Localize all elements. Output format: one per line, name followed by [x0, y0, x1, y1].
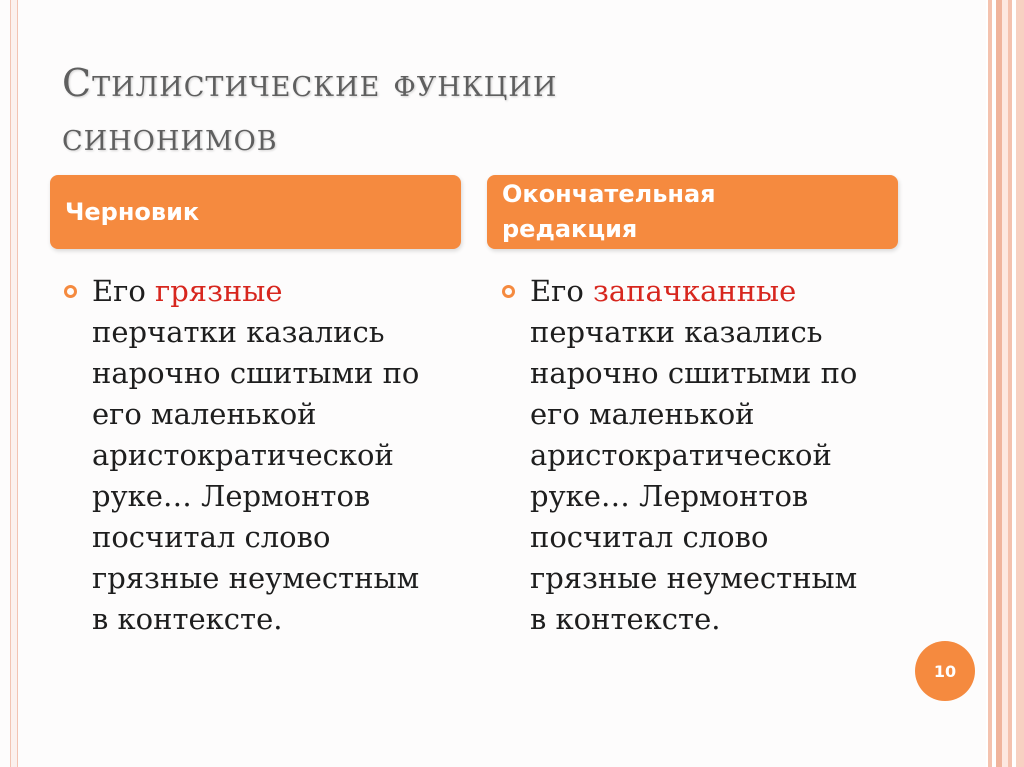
bullet-icon: [64, 285, 77, 298]
column-header-draft-label: Черновик: [65, 197, 200, 226]
bullet-icon: [502, 285, 515, 298]
highlight-word: запачканные: [593, 274, 797, 308]
right-stripes-decoration: [986, 0, 1024, 767]
slide-title: Стилистические функции синонимов: [62, 61, 558, 159]
body-rest: перчатки казались нарочно сшитыми по его маленькой аристократической руке… Лермонтов посчитал слово грязные неуместным в контексте.: [92, 315, 420, 636]
left-frame-decoration: [10, 0, 18, 767]
column-final-text: [530, 271, 882, 640]
body-rest: перчатки казались нарочно сшитыми по его маленькой аристократической руке… Лермонтов посчитал слово грязные неуместным в контексте.: [530, 315, 858, 636]
intro-text: Его: [530, 274, 594, 308]
column-final: [502, 271, 882, 640]
column-header-draft: [50, 175, 461, 249]
highlight-word: грязные: [155, 274, 283, 308]
page-number: 10: [933, 661, 957, 681]
column-header-final-label: Окончательная редакция: [502, 180, 716, 243]
column-draft-text: [92, 271, 444, 640]
column-draft: [64, 271, 444, 640]
column-header-final: [487, 175, 898, 249]
page-number-badge: [915, 641, 975, 701]
intro-text: Его: [92, 274, 156, 308]
